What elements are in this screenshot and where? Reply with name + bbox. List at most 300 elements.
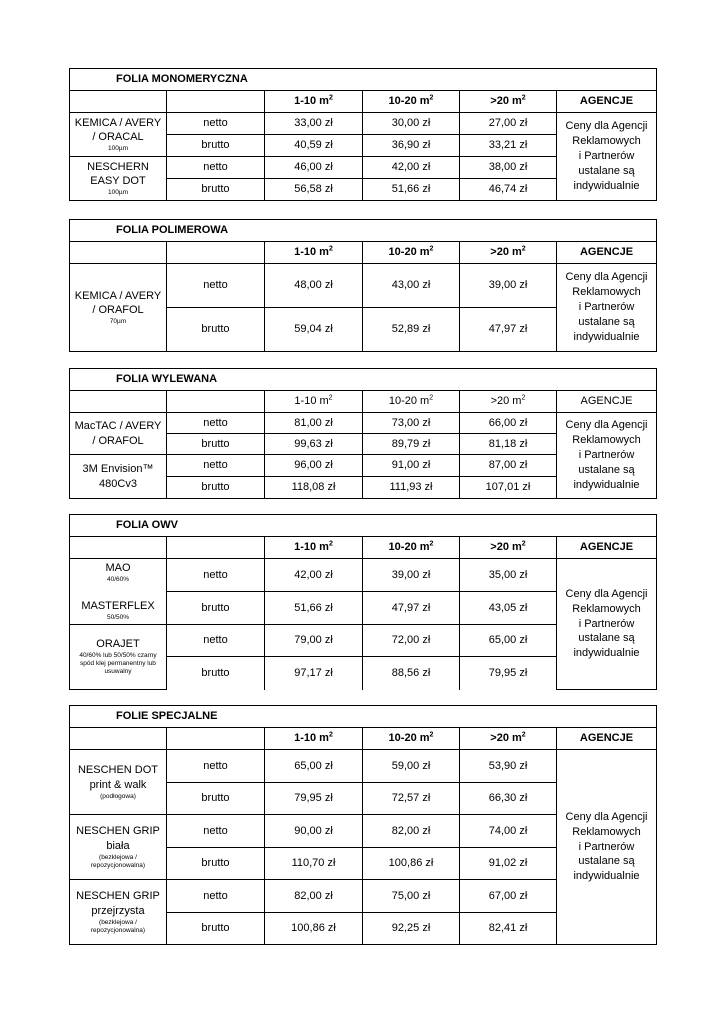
product-cell	[70, 264, 167, 352]
column-header-label: AGENCJE	[579, 541, 634, 554]
price-cell	[265, 113, 363, 135]
price-cell	[363, 657, 460, 690]
price-cell	[363, 625, 460, 657]
agency-note-line: Reklamowych	[572, 602, 641, 615]
price-type-label: brutto	[201, 183, 230, 196]
unit-exponent: 2	[521, 94, 526, 102]
agency-note-line: Ceny dla Agencji	[565, 810, 648, 823]
product-name: NESCHEN GRIP przejrzysta	[76, 890, 160, 917]
product-cell	[70, 559, 167, 625]
column-header-label: 10-20 m	[388, 541, 430, 554]
product-name: MacTAC / AVERY / ORAFOL	[74, 419, 162, 447]
product-cell	[70, 413, 167, 455]
price-type	[167, 657, 265, 690]
price-value: 111,93 zł	[389, 481, 433, 494]
unit-exponent: 2	[521, 731, 526, 739]
price-cell	[363, 157, 460, 179]
price-cell	[265, 657, 363, 690]
price-value: 73,00 zł	[391, 416, 431, 429]
agency-note-line: indywidualnie	[573, 478, 640, 491]
column-header-label: 1-10 m	[294, 541, 329, 554]
price-cell	[460, 657, 557, 690]
price-value: 107,01 zł	[485, 481, 531, 494]
product-note: (bezklejowa / repozycjonowalna)	[90, 918, 146, 934]
column-header-label: 10-20 m	[388, 395, 430, 408]
price-cell	[363, 477, 460, 499]
price-type	[167, 625, 265, 657]
price-type-label: brutto	[201, 857, 230, 870]
price-value: 89,79 zł	[391, 437, 431, 450]
unit-exponent: 2	[521, 540, 526, 548]
product-note: 50/50%	[106, 613, 130, 621]
price-value: 97,17 zł	[294, 666, 333, 679]
price-value: 67,00 zł	[488, 889, 528, 902]
price-type	[167, 434, 265, 455]
price-cell	[460, 477, 557, 499]
price-value: 81,18 zł	[488, 437, 528, 450]
column-header	[265, 728, 363, 750]
price-value: 87,00 zł	[488, 459, 528, 472]
price-value: 92,25 zł	[391, 922, 431, 935]
column-header	[167, 91, 265, 113]
table-header-row	[70, 537, 657, 559]
price-cell	[363, 592, 460, 625]
table-title: FOLIA OWV	[70, 515, 657, 537]
price-cell	[265, 434, 363, 455]
price-type	[167, 880, 265, 913]
price-value: 118,08 zł	[291, 481, 336, 494]
price-value: 39,00 zł	[488, 279, 528, 292]
product-name: NESCHERN EASY DOT	[87, 160, 149, 188]
column-header-label: 10-20 m	[388, 246, 430, 259]
agency-note-line: Ceny dla Agencji	[565, 587, 648, 600]
column-header	[363, 242, 460, 264]
price-table	[69, 514, 657, 690]
price-value: 72,57 zł	[391, 792, 431, 805]
column-header	[557, 391, 657, 413]
price-cell	[460, 157, 557, 179]
price-type	[167, 783, 265, 815]
agency-note-line: ustalane są	[578, 463, 635, 476]
price-cell	[363, 455, 460, 477]
table-header-row	[70, 91, 657, 113]
price-type	[167, 113, 265, 135]
price-cell	[363, 815, 460, 848]
price-type-label: brutto	[201, 792, 230, 805]
price-value: 33,00 zł	[294, 117, 333, 130]
price-value: 46,74 zł	[488, 183, 528, 196]
agency-note	[557, 113, 657, 201]
column-header	[460, 391, 557, 413]
price-value: 51,66 zł	[391, 183, 431, 196]
price-cell	[265, 455, 363, 477]
price-type	[167, 455, 265, 477]
price-type	[167, 264, 265, 308]
unit-exponent: 2	[429, 394, 434, 402]
table-title: FOLIE SPECJALNE	[70, 706, 657, 728]
agency-note-line: ustalane są	[578, 632, 635, 645]
price-value: 72,00 zł	[391, 634, 431, 647]
product-cell	[70, 880, 167, 945]
price-cell	[460, 848, 557, 880]
price-cell	[363, 880, 460, 913]
price-cell	[265, 625, 363, 657]
product-note: 100µm	[107, 189, 128, 197]
price-type-label: netto	[203, 459, 228, 472]
unit-exponent: 2	[328, 94, 333, 102]
price-type-label: netto	[203, 568, 228, 581]
price-cell	[265, 848, 363, 880]
price-cell	[460, 815, 557, 848]
price-value: 79,95 zł	[488, 666, 528, 679]
agency-note-line: Reklamowych	[572, 286, 641, 299]
table-row	[70, 113, 657, 135]
product-note: 40/60%	[106, 575, 130, 583]
column-header-label: 10-20 m	[388, 732, 430, 745]
price-type-label: netto	[203, 117, 228, 130]
unit-exponent: 2	[328, 540, 333, 548]
price-cell	[460, 625, 557, 657]
agency-note	[557, 559, 657, 690]
price-cell	[265, 750, 363, 783]
price-type-label: brutto	[201, 437, 230, 450]
price-value: 42,00 zł	[294, 568, 333, 581]
column-header	[460, 91, 557, 113]
column-header	[167, 537, 265, 559]
price-value: 79,00 zł	[294, 634, 333, 647]
price-type	[167, 135, 265, 157]
product-cell	[70, 750, 167, 815]
price-type-label: netto	[203, 279, 228, 292]
table-title-row	[70, 220, 657, 242]
price-type-label: brutto	[201, 139, 230, 152]
price-type-label: brutto	[201, 323, 230, 336]
agency-note	[557, 264, 657, 352]
column-header	[70, 537, 167, 559]
price-value: 90,00 zł	[294, 824, 333, 837]
agency-note-line: ustalane są	[578, 315, 635, 328]
table-title-row	[70, 515, 657, 537]
unit-exponent: 2	[429, 94, 434, 102]
price-cell	[460, 264, 557, 308]
column-header-label: 10-20 m	[388, 95, 430, 108]
price-cell	[265, 559, 363, 592]
price-cell	[363, 264, 460, 308]
price-cell	[265, 880, 363, 913]
unit-exponent: 2	[328, 245, 333, 253]
price-value: 36,90 zł	[391, 139, 431, 152]
price-value: 100,86 zł	[291, 922, 336, 935]
price-value: 74,00 zł	[488, 824, 528, 837]
price-cell	[460, 434, 557, 455]
column-header-label: 1-10 m	[294, 395, 329, 408]
product-note: 70µm	[109, 318, 127, 326]
agency-note	[557, 413, 657, 499]
column-header	[70, 728, 167, 750]
unit-exponent: 2	[328, 731, 333, 739]
product-note: (bezklejowa / repozycjonowalna)	[90, 853, 146, 869]
price-value: 75,00 zł	[391, 889, 431, 902]
price-value: 96,00 zł	[294, 459, 333, 472]
price-cell	[363, 783, 460, 815]
price-type	[167, 157, 265, 179]
price-value: 100,86 zł	[388, 857, 434, 870]
price-cell	[265, 815, 363, 848]
price-type	[167, 815, 265, 848]
agency-note-line: i Partnerów	[578, 150, 635, 163]
price-value: 56,58 zł	[294, 183, 333, 196]
table-row	[70, 264, 657, 308]
agency-note-line: Ceny dla Agencji	[565, 120, 648, 133]
column-header	[167, 242, 265, 264]
price-value: 65,00 zł	[294, 759, 333, 772]
table-header-row	[70, 242, 657, 264]
price-value: 30,00 zł	[391, 117, 431, 130]
price-cell	[265, 308, 363, 352]
agency-note-line: Reklamowych	[572, 825, 641, 838]
price-type-label: netto	[203, 161, 228, 174]
price-cell	[363, 848, 460, 880]
column-header	[460, 537, 557, 559]
table-row	[70, 559, 657, 592]
price-cell	[363, 750, 460, 783]
price-cell	[363, 179, 460, 201]
unit-exponent: 2	[429, 731, 434, 739]
column-header-label: AGENCJE	[579, 732, 634, 745]
column-header	[363, 728, 460, 750]
agency-note-line: indywidualnie	[573, 870, 640, 883]
price-type	[167, 913, 265, 945]
unit-exponent: 2	[328, 394, 333, 402]
price-type-label: netto	[203, 759, 228, 772]
column-header	[363, 91, 460, 113]
column-header	[167, 728, 265, 750]
column-header-label: >20 m	[490, 541, 522, 554]
price-value: 88,56 zł	[391, 666, 431, 679]
agency-note-line: ustalane są	[578, 855, 635, 868]
price-cell	[363, 308, 460, 352]
price-value: 66,00 zł	[488, 416, 528, 429]
price-cell	[460, 413, 557, 434]
price-cell	[460, 455, 557, 477]
price-value: 82,41 zł	[488, 922, 528, 935]
price-type	[167, 477, 265, 499]
price-cell	[363, 559, 460, 592]
price-type	[167, 559, 265, 592]
price-cell	[460, 113, 557, 135]
column-header	[557, 242, 657, 264]
column-header	[70, 391, 167, 413]
agency-note-line: indywidualnie	[573, 330, 640, 343]
product-note: 40/60% lub 50/50% czarny spód klej permanentny lub usuwalny	[79, 652, 157, 676]
column-header-label: AGENCJE	[579, 95, 634, 108]
unit-exponent: 2	[429, 245, 434, 253]
price-cell	[265, 413, 363, 434]
column-header	[460, 242, 557, 264]
column-header	[557, 537, 657, 559]
price-value: 81,00 zł	[294, 416, 333, 429]
price-value: 47,97 zł	[391, 601, 431, 614]
agency-note-line: i Partnerów	[578, 617, 635, 630]
price-type-label: brutto	[201, 601, 230, 614]
product-name: MASTERFLEX	[81, 599, 155, 612]
product-note: 100µm	[107, 145, 128, 153]
price-cell	[460, 308, 557, 352]
table-title: FOLIA POLIMEROWA	[70, 220, 657, 242]
price-type-label: brutto	[201, 666, 230, 679]
table-row	[70, 750, 657, 783]
price-value: 66,30 zł	[488, 792, 528, 805]
price-value: 53,90 zł	[488, 759, 528, 772]
price-type	[167, 848, 265, 880]
product-cell	[70, 815, 167, 880]
price-cell	[460, 913, 557, 945]
price-cell	[265, 135, 363, 157]
price-value: 48,00 zł	[294, 279, 333, 292]
price-value: 43,05 zł	[488, 601, 528, 614]
agency-note-line: indywidualnie	[573, 647, 640, 660]
table-title-row	[70, 369, 657, 391]
price-type	[167, 308, 265, 352]
price-cell	[460, 135, 557, 157]
column-header-label: >20 m	[490, 246, 522, 259]
price-value: 79,95 zł	[294, 792, 333, 805]
agency-note-line: Reklamowych	[572, 135, 641, 148]
price-type-label: netto	[203, 634, 228, 647]
column-header	[363, 537, 460, 559]
product-note: (podłogowa)	[100, 792, 136, 800]
column-header	[363, 391, 460, 413]
column-header-label: >20 m	[490, 395, 522, 408]
price-value: 82,00 zł	[294, 889, 333, 902]
agency-note-line: Ceny dla Agencji	[565, 419, 648, 432]
column-header	[265, 391, 363, 413]
table-title: FOLIA MONOMERYCZNA	[70, 69, 657, 91]
price-value: 51,66 zł	[294, 601, 333, 614]
price-value: 39,00 zł	[391, 568, 431, 581]
price-cell	[265, 264, 363, 308]
column-header	[460, 728, 557, 750]
price-cell	[363, 913, 460, 945]
price-cell	[363, 434, 460, 455]
agency-note-line: ustalane są	[578, 164, 635, 177]
price-cell	[265, 157, 363, 179]
price-value: 43,00 zł	[391, 279, 431, 292]
product-name: NESCHEN DOT print & walk	[77, 764, 159, 791]
price-cell	[363, 113, 460, 135]
unit-exponent: 2	[521, 245, 526, 253]
price-value: 65,00 zł	[488, 634, 528, 647]
column-header-label: AGENCJE	[579, 246, 634, 259]
price-type	[167, 592, 265, 625]
unit-exponent: 2	[521, 394, 526, 402]
product-name: MAO	[105, 562, 131, 575]
price-cell	[460, 179, 557, 201]
column-header	[265, 537, 363, 559]
price-type	[167, 413, 265, 434]
column-header-label: 1-10 m	[294, 246, 329, 259]
agency-note-line: i Partnerów	[578, 840, 635, 853]
price-table	[69, 219, 657, 352]
price-table	[69, 705, 657, 945]
agency-note-line: Reklamowych	[572, 434, 641, 447]
price-value: 59,04 zł	[294, 323, 333, 336]
price-value: 38,00 zł	[488, 161, 528, 174]
column-header	[70, 91, 167, 113]
price-cell	[460, 559, 557, 592]
price-value: 110,70 zł	[291, 857, 336, 870]
product-cell	[70, 113, 167, 157]
table-header-row	[70, 391, 657, 413]
price-value: 99,63 zł	[294, 437, 333, 450]
product-name: NESCHEN GRIP biała	[76, 825, 160, 852]
column-header	[265, 91, 363, 113]
agency-note-line: i Partnerów	[578, 301, 635, 314]
table-title-row	[70, 69, 657, 91]
column-header-label: >20 m	[490, 732, 522, 745]
price-cell	[460, 880, 557, 913]
price-type-label: netto	[203, 824, 228, 837]
price-value: 27,00 zł	[488, 117, 528, 130]
column-header-label: >20 m	[490, 95, 522, 108]
price-cell	[265, 477, 363, 499]
price-table	[69, 68, 657, 201]
product-name: 3M Envision™ 480Cv3	[82, 462, 154, 490]
agency-note-line: indywidualnie	[573, 179, 640, 192]
column-header-label: 1-10 m	[294, 732, 329, 745]
price-cell	[265, 592, 363, 625]
product-name: ORAJET	[96, 638, 140, 651]
price-cell	[460, 592, 557, 625]
column-header	[265, 242, 363, 264]
price-type	[167, 179, 265, 201]
column-header	[557, 728, 657, 750]
price-value: 46,00 zł	[294, 161, 333, 174]
agency-note-line: Ceny dla Agencji	[565, 271, 648, 284]
price-value: 59,00 zł	[391, 759, 431, 772]
product-cell	[70, 157, 167, 201]
table-header-row	[70, 728, 657, 750]
price-cell	[265, 783, 363, 815]
price-value: 42,00 zł	[391, 161, 431, 174]
price-cell	[460, 783, 557, 815]
table-title-row	[70, 706, 657, 728]
unit-exponent: 2	[429, 540, 434, 548]
price-cell	[363, 135, 460, 157]
agency-note	[557, 750, 657, 945]
price-value: 52,89 zł	[391, 323, 431, 336]
price-value: 33,21 zł	[488, 139, 528, 152]
price-table	[69, 368, 657, 499]
column-header	[167, 391, 265, 413]
column-header	[557, 91, 657, 113]
price-value: 40,59 zł	[294, 139, 333, 152]
product-cell	[70, 455, 167, 499]
column-header-label: 1-10 m	[294, 95, 329, 108]
price-value: 91,00 zł	[391, 459, 431, 472]
column-header	[70, 242, 167, 264]
agency-note-line: i Partnerów	[578, 449, 635, 462]
price-value: 91,02 zł	[488, 857, 528, 870]
price-value: 47,97 zł	[488, 323, 528, 336]
table-row	[70, 413, 657, 434]
price-cell	[460, 750, 557, 783]
column-header-label: AGENCJE	[580, 395, 633, 408]
price-value: 35,00 zł	[488, 568, 528, 581]
table-title: FOLIA WYLEWANA	[70, 369, 657, 391]
price-type-label: netto	[203, 416, 228, 429]
product-name: KEMICA / AVERY / ORAFOL	[74, 289, 162, 317]
